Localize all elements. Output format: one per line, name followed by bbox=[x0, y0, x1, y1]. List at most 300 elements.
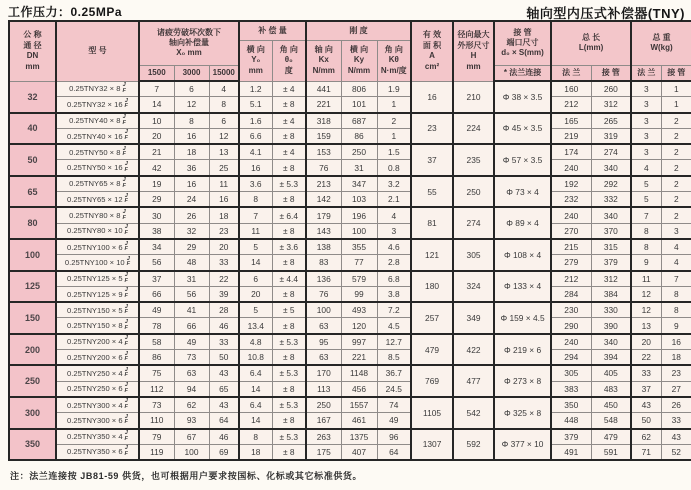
height-cell: 477 bbox=[453, 365, 494, 397]
jf-connection-mark: J F bbox=[124, 97, 128, 110]
model-cell bbox=[56, 413, 139, 429]
x3000-cell: 18 bbox=[174, 144, 209, 160]
x1500-cell: 37 bbox=[139, 271, 174, 287]
pipe-port-size-header: 接 管 端口尺寸 d₀ × S(mm) bbox=[494, 21, 551, 65]
angular-stiffness-cell: 3 bbox=[377, 223, 411, 239]
weight-flange-cell: 37 bbox=[631, 381, 661, 397]
length-flange-cell: 232 bbox=[551, 192, 591, 208]
x15000-cell: 69 bbox=[209, 444, 239, 460]
length-flange-cell: 215 bbox=[551, 239, 591, 255]
length-pipe-cell: 312 bbox=[591, 271, 631, 287]
dn-cell: 200 bbox=[9, 334, 56, 366]
angular-offset-cell: ± 4 bbox=[272, 144, 306, 160]
x3000-cell: 73 bbox=[174, 350, 209, 366]
x15000-cell: 43 bbox=[209, 365, 239, 381]
model-label: 0.25TNY65 × 8 bbox=[69, 179, 121, 189]
jf-connection-mark: J F bbox=[124, 366, 128, 379]
jf-connection-mark: J F bbox=[124, 430, 128, 442]
angular-offset-cell: ± 8 bbox=[272, 192, 306, 208]
area-cell: 1105 bbox=[411, 397, 453, 429]
angular-stiffness-cell: 1 bbox=[377, 128, 411, 144]
length-flange-cell: 212 bbox=[551, 97, 591, 113]
x3000-cell: 29 bbox=[174, 239, 209, 255]
model-cell bbox=[56, 192, 139, 208]
length-pipe-cell: 340 bbox=[591, 160, 631, 176]
model-label: 0.25TNY32 × 8 bbox=[69, 84, 121, 94]
weight-flange-cell: 3 bbox=[631, 113, 661, 129]
weight-pipe-cell: 7 bbox=[661, 271, 691, 287]
lateral-stiffness-cell: 103 bbox=[341, 192, 377, 208]
model-label: 0.25TNY100 × 6 bbox=[67, 242, 123, 252]
weight-pipe-cell: 4 bbox=[661, 255, 691, 271]
length-flange-cell: 491 bbox=[551, 444, 591, 460]
table-row bbox=[9, 318, 691, 334]
weight-pipe-cell: 2 bbox=[661, 207, 691, 223]
area-cell: 180 bbox=[411, 271, 453, 303]
x1500-cell: 21 bbox=[139, 144, 174, 160]
weight-pipe-cell: 33 bbox=[661, 413, 691, 429]
table-row bbox=[9, 381, 691, 397]
angular-offset-cell: ± 4.4 bbox=[272, 271, 306, 287]
x1500-cell: 79 bbox=[139, 429, 174, 445]
model-cell bbox=[56, 113, 139, 129]
jf-connection-mark: J F bbox=[124, 192, 128, 205]
x1500-cell: 86 bbox=[139, 350, 174, 366]
axial-stiffness-cell: 83 bbox=[306, 255, 341, 271]
x1500-cell: 14 bbox=[139, 97, 174, 113]
angular-offset-cell: ± 5.3 bbox=[272, 429, 306, 445]
length-flange-cell: 240 bbox=[551, 207, 591, 223]
weight-flange-cell: 9 bbox=[631, 255, 661, 271]
table-row bbox=[9, 97, 691, 113]
x3000-cell: 6 bbox=[174, 81, 209, 97]
x15000-cell: 11 bbox=[209, 176, 239, 192]
length-pipe-cell: 292 bbox=[591, 176, 631, 192]
angular-stiffness-cell: 1.5 bbox=[377, 144, 411, 160]
model-cell bbox=[56, 97, 139, 113]
length-pipe-cell: 483 bbox=[591, 381, 631, 397]
model-cell bbox=[56, 239, 139, 255]
x3000-cell: 63 bbox=[174, 365, 209, 381]
cycles-3000-header: 3000 bbox=[174, 65, 209, 81]
angular-stiffness-cell: 36.7 bbox=[377, 365, 411, 381]
weight-flange-cell: 4 bbox=[631, 160, 661, 176]
angular-offset-cell: ± 8 bbox=[272, 413, 306, 429]
pipe-size-cell: Φ 38 × 3.5 bbox=[494, 81, 551, 113]
length-flange-cell: 290 bbox=[551, 318, 591, 334]
weight-pipe-cell: 2 bbox=[661, 192, 691, 208]
dn-cell: 80 bbox=[9, 207, 56, 239]
x3000-cell: 56 bbox=[174, 286, 209, 302]
jf-connection-mark: J F bbox=[122, 177, 126, 189]
angular-offset-cell: ± 5.3 bbox=[272, 365, 306, 381]
lateral-offset-cell: 14 bbox=[239, 255, 272, 271]
weight-flange-cell: 7 bbox=[631, 207, 661, 223]
model-cell bbox=[56, 429, 139, 445]
length-flange-cell: 350 bbox=[551, 397, 591, 413]
weight-flange-cell: 5 bbox=[631, 176, 661, 192]
x15000-cell: 39 bbox=[209, 286, 239, 302]
angular-offset-cell: ± 8 bbox=[272, 286, 306, 302]
lateral-offset-cell: 6.4 bbox=[239, 365, 272, 381]
lateral-stiffness-cell: 493 bbox=[341, 302, 377, 318]
lateral-offset-cell: 16 bbox=[239, 160, 272, 176]
length-pipe-cell: 340 bbox=[591, 207, 631, 223]
jf-connection-mark: J F bbox=[124, 335, 128, 347]
weight-pipe-cell: 9 bbox=[661, 318, 691, 334]
model-cell bbox=[56, 286, 139, 302]
x15000-cell: 50 bbox=[209, 350, 239, 366]
x1500-cell: 49 bbox=[139, 302, 174, 318]
length-flange-cell: 240 bbox=[551, 160, 591, 176]
model-cell bbox=[56, 318, 139, 334]
x15000-cell: 20 bbox=[209, 239, 239, 255]
angular-stiffness-cell: 2.1 bbox=[377, 192, 411, 208]
total-weight-header: 总 重 W(kg) bbox=[631, 21, 691, 65]
height-cell: 210 bbox=[453, 81, 494, 113]
weight-pipe-cell: 16 bbox=[661, 334, 691, 350]
weight-pipe-cell: 1 bbox=[661, 97, 691, 113]
x1500-cell: 112 bbox=[139, 381, 174, 397]
x3000-cell: 67 bbox=[174, 429, 209, 445]
page-title: 轴向型内压式补偿器(TNY) bbox=[526, 6, 685, 21]
pipe-size-cell: Φ 89 × 4 bbox=[494, 207, 551, 239]
dn-cell: 50 bbox=[9, 144, 56, 176]
length-flange-cell: 160 bbox=[551, 81, 591, 97]
weight-pipe-cell: 27 bbox=[661, 381, 691, 397]
length-pipe-header: 接 管 bbox=[591, 65, 631, 81]
lateral-offset-cell: 1.6 bbox=[239, 113, 272, 129]
x1500-cell: 73 bbox=[139, 397, 174, 413]
x3000-cell: 32 bbox=[174, 223, 209, 239]
length-pipe-cell: 394 bbox=[591, 350, 631, 366]
x15000-cell: 8 bbox=[209, 97, 239, 113]
axial-stiffness-header: 轴 向 Kx N/mm bbox=[306, 40, 341, 81]
axial-stiffness-cell: 63 bbox=[306, 318, 341, 334]
lateral-offset-cell: 18 bbox=[239, 444, 272, 460]
weight-pipe-cell: 3 bbox=[661, 223, 691, 239]
angular-stiffness-cell: 3.8 bbox=[377, 286, 411, 302]
height-cell: 324 bbox=[453, 271, 494, 303]
weight-pipe-cell: 2 bbox=[661, 144, 691, 160]
lateral-offset-cell: 14 bbox=[239, 381, 272, 397]
angular-stiffness-cell: 4.5 bbox=[377, 318, 411, 334]
weight-pipe-cell: 8 bbox=[661, 286, 691, 302]
angular-offset-cell: ± 8 bbox=[272, 223, 306, 239]
lateral-offset-cell: 5 bbox=[239, 239, 272, 255]
length-pipe-cell: 450 bbox=[591, 397, 631, 413]
weight-flange-cell: 12 bbox=[631, 286, 661, 302]
x1500-cell: 30 bbox=[139, 207, 174, 223]
model-cell bbox=[56, 381, 139, 397]
model-cell bbox=[56, 255, 139, 271]
axial-stiffness-cell: 221 bbox=[306, 97, 341, 113]
jf-connection-mark: J F bbox=[122, 208, 126, 221]
area-cell: 37 bbox=[411, 144, 453, 176]
length-flange-cell: 165 bbox=[551, 113, 591, 129]
height-cell: 422 bbox=[453, 334, 494, 366]
angular-stiffness-cell: 64 bbox=[377, 444, 411, 460]
angular-stiffness-cell: 8.5 bbox=[377, 350, 411, 366]
axial-stiffness-cell: 170 bbox=[306, 365, 341, 381]
weight-pipe-cell: 8 bbox=[661, 302, 691, 318]
length-pipe-cell: 312 bbox=[591, 97, 631, 113]
table-row bbox=[9, 255, 691, 271]
angular-offset-header: 角 向 θ₀ 度 bbox=[272, 40, 306, 81]
model-cell bbox=[56, 334, 139, 350]
table-row bbox=[9, 176, 691, 192]
jf-connection-mark: J F bbox=[124, 303, 128, 316]
lateral-offset-cell: 20 bbox=[239, 286, 272, 302]
weight-pipe-header: 接 管 bbox=[661, 65, 691, 81]
x15000-cell: 25 bbox=[209, 160, 239, 176]
x1500-cell: 38 bbox=[139, 223, 174, 239]
lateral-stiffness-cell: 579 bbox=[341, 271, 377, 287]
lateral-stiffness-cell: 407 bbox=[341, 444, 377, 460]
x1500-cell: 78 bbox=[139, 318, 174, 334]
length-pipe-cell: 265 bbox=[591, 113, 631, 129]
length-pipe-cell: 330 bbox=[591, 302, 631, 318]
stiffness-header: 刚 度 bbox=[306, 21, 411, 40]
length-flange-header: 法 兰 bbox=[551, 65, 591, 81]
x1500-cell: 34 bbox=[139, 239, 174, 255]
height-cell: 250 bbox=[453, 176, 494, 208]
table-row bbox=[9, 81, 691, 97]
x3000-cell: 36 bbox=[174, 160, 209, 176]
angular-offset-cell: ± 4 bbox=[272, 113, 306, 129]
axial-stiffness-cell: 113 bbox=[306, 381, 341, 397]
x1500-cell: 19 bbox=[139, 176, 174, 192]
table-row bbox=[9, 239, 691, 255]
weight-flange-cell: 8 bbox=[631, 239, 661, 255]
table-row bbox=[9, 160, 691, 176]
compensator-table-body bbox=[9, 81, 691, 460]
x1500-cell: 58 bbox=[139, 334, 174, 350]
lateral-stiffness-cell: 250 bbox=[341, 144, 377, 160]
angular-stiffness-cell: 74 bbox=[377, 397, 411, 413]
axial-stiffness-cell: 95 bbox=[306, 334, 341, 350]
weight-flange-cell: 50 bbox=[631, 413, 661, 429]
model-label: 0.25TNY350 × 4 bbox=[67, 432, 123, 442]
x1500-cell: 29 bbox=[139, 192, 174, 208]
x3000-cell: 48 bbox=[174, 255, 209, 271]
x15000-cell: 46 bbox=[209, 429, 239, 445]
weight-flange-cell: 22 bbox=[631, 350, 661, 366]
weight-flange-cell: 71 bbox=[631, 444, 661, 460]
dn-header: 公 称 通 径 DN mm bbox=[9, 21, 56, 81]
angular-stiffness-cell: 1.9 bbox=[377, 81, 411, 97]
height-cell: 592 bbox=[453, 429, 494, 461]
angular-offset-cell: ± 8 bbox=[272, 350, 306, 366]
x15000-cell: 4 bbox=[209, 81, 239, 97]
length-pipe-cell: 332 bbox=[591, 192, 631, 208]
weight-flange-cell: 8 bbox=[631, 223, 661, 239]
weight-flange-cell: 20 bbox=[631, 334, 661, 350]
length-flange-cell: 383 bbox=[551, 381, 591, 397]
x3000-cell: 49 bbox=[174, 334, 209, 350]
model-label: 0.25TNY350 × 6 bbox=[67, 447, 123, 457]
lateral-offset-cell: 14 bbox=[239, 413, 272, 429]
table-row bbox=[9, 271, 691, 287]
angular-offset-cell: ± 8 bbox=[272, 381, 306, 397]
lateral-offset-cell: 5.1 bbox=[239, 97, 272, 113]
model-label: 0.25TNY40 × 8 bbox=[69, 116, 121, 126]
weight-pipe-cell: 26 bbox=[661, 397, 691, 413]
length-flange-cell: 230 bbox=[551, 302, 591, 318]
area-cell: 479 bbox=[411, 334, 453, 366]
model-label: 0.25TNY150 × 8 bbox=[67, 321, 123, 331]
x1500-cell: 75 bbox=[139, 365, 174, 381]
lateral-stiffness-cell: 77 bbox=[341, 255, 377, 271]
area-cell: 23 bbox=[411, 113, 453, 145]
length-flange-cell: 379 bbox=[551, 429, 591, 445]
model-cell bbox=[56, 350, 139, 366]
model-label: 0.25TNY125 × 5 bbox=[67, 274, 123, 284]
lateral-stiffness-cell: 997 bbox=[341, 334, 377, 350]
dn-cell: 300 bbox=[9, 397, 56, 429]
axial-stiffness-cell: 76 bbox=[306, 160, 341, 176]
jf-connection-mark: J F bbox=[124, 350, 128, 363]
angular-stiffness-cell: 4 bbox=[377, 207, 411, 223]
model-cell bbox=[56, 365, 139, 381]
angular-stiffness-cell: 0.8 bbox=[377, 160, 411, 176]
angular-stiffness-cell: 12.7 bbox=[377, 334, 411, 350]
height-cell: 224 bbox=[453, 113, 494, 145]
working-pressure-label: 工作压力：0.25MPa bbox=[8, 5, 123, 19]
table-row bbox=[9, 192, 691, 208]
axial-stiffness-cell: 175 bbox=[306, 444, 341, 460]
angular-offset-cell: ± 6.4 bbox=[272, 207, 306, 223]
model-header: 型 号 bbox=[56, 21, 139, 81]
length-flange-cell: 284 bbox=[551, 286, 591, 302]
model-cell bbox=[56, 144, 139, 160]
axial-stiffness-cell: 153 bbox=[306, 144, 341, 160]
x3000-cell: 93 bbox=[174, 413, 209, 429]
angular-stiffness-cell: 6.8 bbox=[377, 271, 411, 287]
length-pipe-cell: 591 bbox=[591, 444, 631, 460]
model-cell bbox=[56, 302, 139, 318]
weight-pipe-cell: 2 bbox=[661, 176, 691, 192]
lateral-stiffness-cell: 355 bbox=[341, 239, 377, 255]
lateral-offset-cell: 7 bbox=[239, 207, 272, 223]
effective-area-header: 有 效 面 积 A cm² bbox=[411, 21, 453, 81]
area-cell: 121 bbox=[411, 239, 453, 271]
angular-stiffness-cell: 3.2 bbox=[377, 176, 411, 192]
lateral-stiffness-cell: 1557 bbox=[341, 397, 377, 413]
pipe-size-cell: Φ 273 × 8 bbox=[494, 365, 551, 397]
angular-offset-cell: ± 8 bbox=[272, 318, 306, 334]
model-label: 0.25TNY50 × 16 bbox=[67, 163, 123, 173]
angular-offset-cell: ± 5 bbox=[272, 302, 306, 318]
table-header bbox=[9, 21, 691, 81]
table-row bbox=[9, 286, 691, 302]
lateral-stiffness-cell: 1375 bbox=[341, 429, 377, 445]
table-row bbox=[9, 365, 691, 381]
model-label: 0.25TNY32 × 16 bbox=[67, 99, 123, 109]
length-pipe-cell: 390 bbox=[591, 318, 631, 334]
pipe-size-cell: Φ 377 × 10 bbox=[494, 429, 551, 461]
angular-offset-cell: ± 5.3 bbox=[272, 334, 306, 350]
lateral-stiffness-cell: 456 bbox=[341, 381, 377, 397]
angular-stiffness-cell: 24.5 bbox=[377, 381, 411, 397]
axial-stiffness-cell: 63 bbox=[306, 350, 341, 366]
angular-offset-cell: ± 8 bbox=[272, 160, 306, 176]
lateral-stiffness-cell: 196 bbox=[341, 207, 377, 223]
axial-stiffness-cell: 159 bbox=[306, 128, 341, 144]
lateral-stiffness-cell: 806 bbox=[341, 81, 377, 97]
lateral-stiffness-cell: 687 bbox=[341, 113, 377, 129]
lateral-stiffness-cell: 347 bbox=[341, 176, 377, 192]
angular-offset-cell: ± 8 bbox=[272, 97, 306, 113]
height-cell: 542 bbox=[453, 397, 494, 429]
x15000-cell: 23 bbox=[209, 223, 239, 239]
x1500-cell: 7 bbox=[139, 81, 174, 97]
weight-pipe-cell: 23 bbox=[661, 365, 691, 381]
x3000-cell: 16 bbox=[174, 176, 209, 192]
lateral-offset-cell: 6.4 bbox=[239, 397, 272, 413]
model-cell bbox=[56, 223, 139, 239]
x1500-cell: 110 bbox=[139, 413, 174, 429]
table-row bbox=[9, 444, 691, 460]
length-pipe-cell: 260 bbox=[591, 81, 631, 97]
lateral-stiffness-cell: 31 bbox=[341, 160, 377, 176]
weight-flange-cell: 3 bbox=[631, 144, 661, 160]
length-flange-cell: 270 bbox=[551, 223, 591, 239]
lateral-stiffness-cell: 99 bbox=[341, 286, 377, 302]
lateral-stiffness-cell: 1148 bbox=[341, 365, 377, 381]
x15000-cell: 33 bbox=[209, 334, 239, 350]
jf-connection-mark: J F bbox=[122, 145, 126, 158]
table-row bbox=[9, 207, 691, 223]
model-label: 0.25TNY80 × 8 bbox=[69, 211, 121, 221]
length-flange-cell: 448 bbox=[551, 413, 591, 429]
x15000-cell: 28 bbox=[209, 302, 239, 318]
model-label: 0.25TNY50 × 8 bbox=[69, 147, 121, 157]
x15000-cell: 46 bbox=[209, 318, 239, 334]
area-cell: 1307 bbox=[411, 429, 453, 461]
angular-offset-cell: ± 8 bbox=[272, 128, 306, 144]
model-label: 0.25TNY250 × 6 bbox=[67, 384, 123, 394]
dn-cell: 32 bbox=[9, 81, 56, 113]
jf-connection-mark: J F bbox=[126, 255, 131, 268]
length-pipe-cell: 370 bbox=[591, 223, 631, 239]
x15000-cell: 43 bbox=[209, 397, 239, 413]
weight-pipe-cell: 2 bbox=[661, 160, 691, 176]
length-flange-cell: 212 bbox=[551, 271, 591, 287]
table-row bbox=[9, 334, 691, 350]
x3000-cell: 41 bbox=[174, 302, 209, 318]
lateral-offset-cell: 1.2 bbox=[239, 81, 272, 97]
jf-connection-mark: J F bbox=[124, 287, 128, 299]
x15000-cell: 64 bbox=[209, 413, 239, 429]
jf-connection-mark: J F bbox=[124, 445, 128, 457]
angular-offset-cell: ± 8 bbox=[272, 255, 306, 271]
lateral-offset-cell: 4.1 bbox=[239, 144, 272, 160]
jf-connection-mark: J F bbox=[124, 398, 128, 411]
lateral-offset-cell: 10.8 bbox=[239, 350, 272, 366]
model-cell bbox=[56, 160, 139, 176]
weight-flange-cell: 3 bbox=[631, 97, 661, 113]
x15000-cell: 16 bbox=[209, 192, 239, 208]
lateral-stiffness-cell: 100 bbox=[341, 223, 377, 239]
axial-stiffness-cell: 441 bbox=[306, 81, 341, 97]
dn-cell: 40 bbox=[9, 113, 56, 145]
angular-stiffness-cell: 96 bbox=[377, 429, 411, 445]
length-pipe-cell: 274 bbox=[591, 144, 631, 160]
jf-connection-mark: J F bbox=[122, 82, 126, 94]
model-cell bbox=[56, 444, 139, 460]
length-flange-cell: 219 bbox=[551, 128, 591, 144]
